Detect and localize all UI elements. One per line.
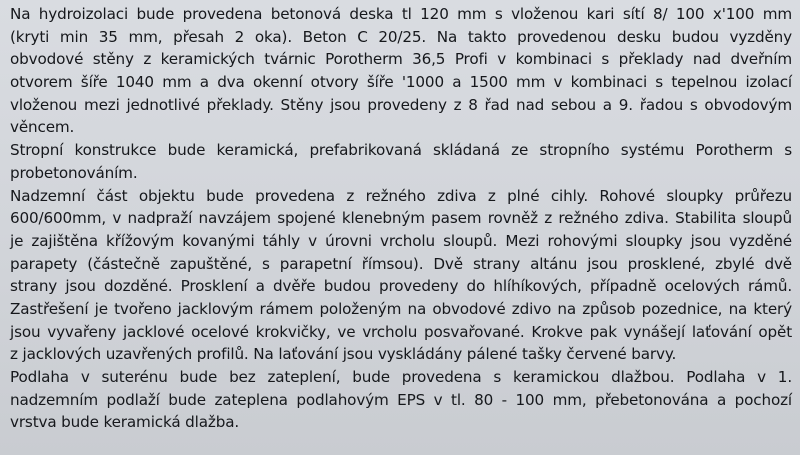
text-line: Stropní konstrukce bude keramická, prefabrikovaná skládaná ze stropního systému Porotherm s bbox=[10, 141, 792, 160]
text-line: vloženou mezi jednotlivé překlady. Stěny jsou provedeny z 8 řad nad sebou a 9. řadou s obvodovým bbox=[10, 95, 792, 114]
text-line: nadzemním podlaží bude zateplena podlahovým EPS v tl. 80 - 100 mm, přebetonována a pochozí bbox=[10, 390, 792, 409]
text-line: parapety (částečně zapuštěné, s parapetní římsou). Dvě strany altánu jsou prosklené, zbylé dvě bbox=[10, 254, 792, 273]
text-line: (kryti min 35 mm, přesah 2 oka). Beton C 20/25. Na takto provedenou desku budou vyzděny bbox=[10, 27, 792, 46]
text-line: Podlaha v suterénu bude bez zateplení, bude provedena s keramickou dlažbou. Podlaha v 1. bbox=[10, 368, 792, 386]
paragraph-floor bbox=[10, 366, 792, 434]
text-line: strany jsou dozděné. Prosklení a dvěře budou provedeny do hlíhíkových, případně ocelových rámů. bbox=[10, 277, 792, 296]
text-line: otvorem šíře 1040 mm a dva okenní otvory šíře '1000 a 1500 mm v kombinaci s tepelnou izolací bbox=[10, 73, 792, 92]
text-line: jsou vyvařeny jacklové ocelové krokvičky, ve vrcholu posvařované. Krokve pak vynášejí laťování opět bbox=[10, 322, 792, 341]
text-line: Zastřešení je tvořeno jacklovým rámem položeným na obvodové zdivo na způsob pozednice, na který bbox=[10, 299, 792, 318]
text-line: věncem. bbox=[10, 118, 75, 137]
paragraph-foundation bbox=[10, 3, 792, 139]
text-line: je zajištěna křížovým kovanými táhly v úrovni vrcholu sloupů. Mezi rohovými sloupky jsou vyzděné bbox=[10, 231, 792, 250]
text-line: probetonováním. bbox=[10, 163, 138, 182]
paragraph-above-ground bbox=[10, 185, 792, 367]
text-line: obvodové stěny z keramických tvárnic Porotherm 36,5 Profi v kombinaci s překlady nad dveřním bbox=[10, 50, 792, 69]
paragraph-ceiling bbox=[10, 139, 792, 184]
text-line: Na hydroizolaci bude provedena betonová deska tl 120 mm s vloženou kari sítí 8/ 100 x'100 mm bbox=[10, 5, 792, 23]
text-line: Nadzemní část objektu bude provedena z režného zdiva z plné cihly. Rohové sloupky průřezu bbox=[10, 186, 792, 205]
text-line: 600/600mm, v nadpraží navzájem spojené klenebným pasem rovněž z režného zdiva. Stabilita sloupů bbox=[10, 209, 792, 228]
text-line: z jacklových uzavřených profilů. Na laťování jsou vyskládány pálené tašky červené barvy. bbox=[10, 345, 677, 364]
text-line: vrstva bude keramická dlažba. bbox=[10, 413, 240, 432]
